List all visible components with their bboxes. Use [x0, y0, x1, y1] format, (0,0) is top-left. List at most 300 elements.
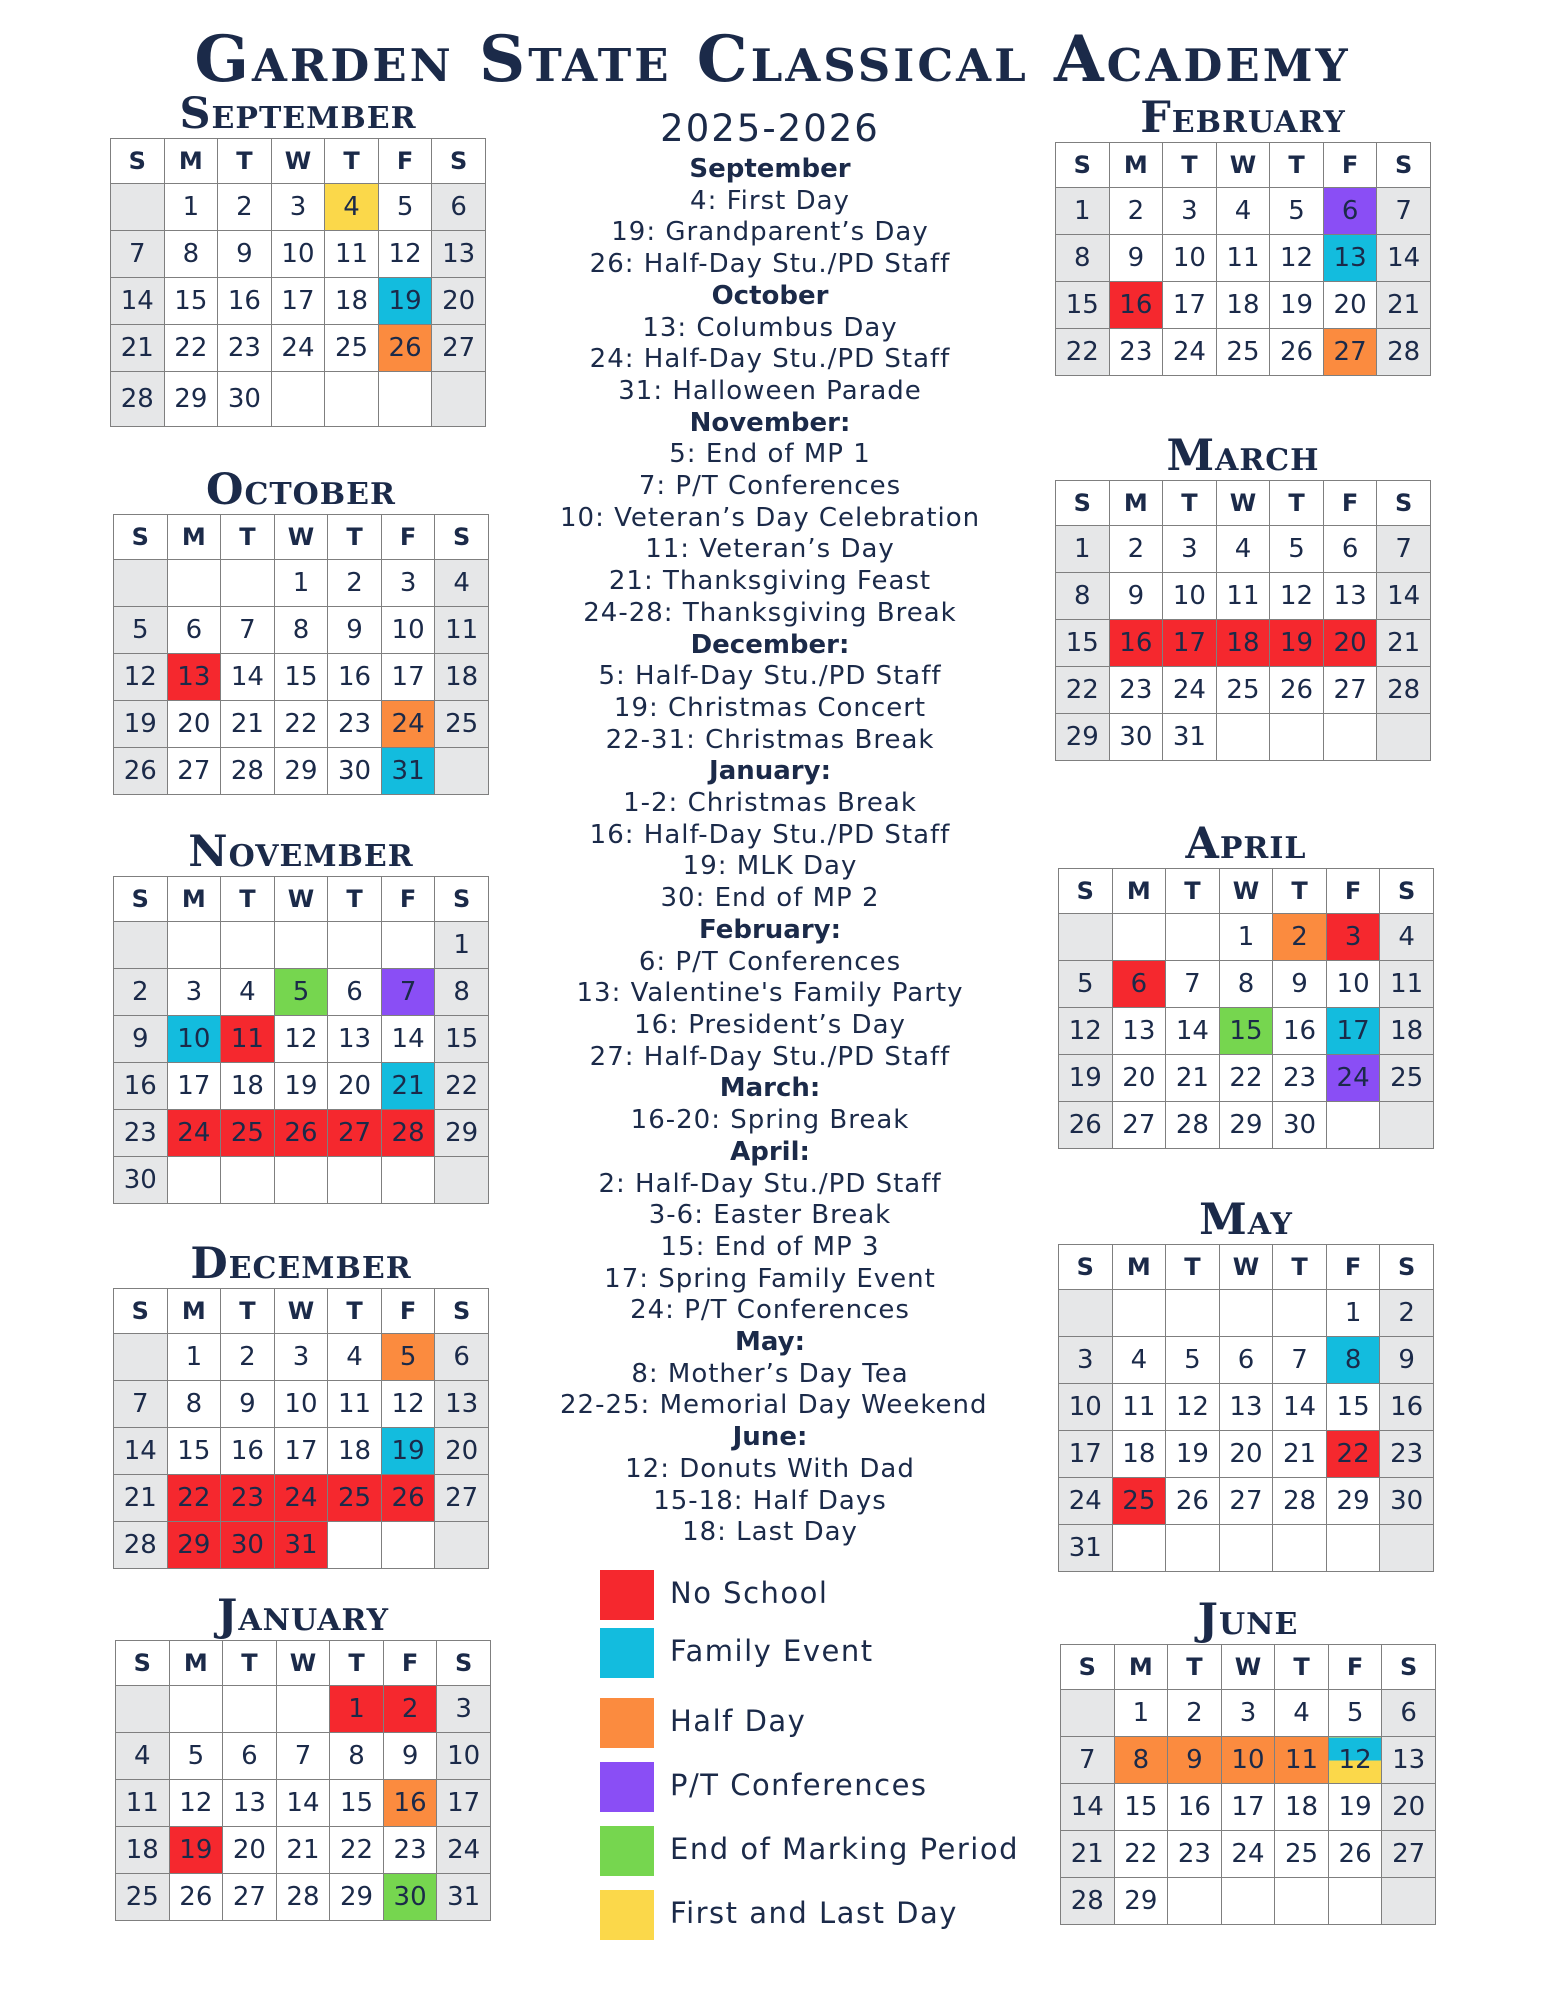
weekday-header: T: [328, 877, 382, 922]
day-cell: 16: [1380, 1384, 1434, 1431]
weekday-header: S: [437, 1641, 491, 1686]
legend-swatch: [600, 1826, 654, 1876]
day-cell: 3: [437, 1686, 491, 1733]
day-cell: 18: [328, 1428, 382, 1475]
event-month-heading: March:: [719, 1073, 821, 1104]
empty-cell: [381, 1522, 435, 1569]
day-cell: 22: [1056, 329, 1110, 376]
day-cell: 14: [114, 1428, 168, 1475]
empty-cell: [111, 184, 165, 231]
weekday-header: T: [328, 1289, 382, 1334]
weekday-header: S: [116, 1641, 170, 1686]
weekday-header: W: [271, 139, 325, 184]
day-cell: 21: [276, 1827, 330, 1874]
day-cell: 27: [1219, 1478, 1273, 1525]
day-cell: 19: [1270, 620, 1324, 667]
day-cell: 8: [164, 231, 218, 278]
empty-cell: [1112, 914, 1166, 961]
day-cell: 2: [114, 969, 168, 1016]
day-cell: 18: [325, 278, 379, 325]
day-cell: 20: [223, 1827, 277, 1874]
day-cell: 21: [1377, 282, 1431, 329]
day-cell: 18: [116, 1827, 170, 1874]
event-item: 11: Veteran’s Day: [645, 534, 895, 565]
day-cell: 21: [1061, 1831, 1115, 1878]
event-item: 19: Grandparent’s Day: [611, 217, 929, 248]
day-cell: 10: [274, 1381, 328, 1428]
day-cell: 31: [1059, 1525, 1113, 1572]
day-cell: 4: [221, 969, 275, 1016]
day-cell: 6: [223, 1733, 277, 1780]
day-cell: 9: [1109, 573, 1163, 620]
day-cell: 28: [111, 372, 165, 427]
day-cell: 26: [114, 748, 168, 795]
legend-swatch: [600, 1628, 654, 1678]
day-cell: 24: [274, 1475, 328, 1522]
day-cell: 14: [1273, 1384, 1327, 1431]
empty-cell: [1166, 1525, 1220, 1572]
day-cell: 26: [1270, 667, 1324, 714]
weekday-header: W: [1221, 1645, 1275, 1690]
day-cell: 14: [1061, 1784, 1115, 1831]
month-november: [113, 827, 489, 1204]
day-cell: 15: [1056, 282, 1110, 329]
event-item: 24: P/T Conferences: [630, 1295, 910, 1326]
month-name: September: [179, 89, 417, 139]
month-april: [1058, 819, 1434, 1149]
day-cell: 5: [169, 1733, 223, 1780]
weekday-header: T: [1168, 1645, 1222, 1690]
day-cell: 22: [1056, 667, 1110, 714]
day-cell: 6: [1219, 1337, 1273, 1384]
calendar-grid: [1055, 480, 1431, 761]
day-cell: 17: [381, 654, 435, 701]
day-cell: 14: [381, 1016, 435, 1063]
day-cell: 18: [1112, 1431, 1166, 1478]
empty-cell: [328, 1522, 382, 1569]
day-cell: 12: [1059, 1008, 1113, 1055]
empty-cell: [167, 1157, 221, 1204]
day-cell: 29: [1326, 1478, 1380, 1525]
day-cell: 21: [381, 1063, 435, 1110]
day-cell: 24: [271, 325, 325, 372]
day-cell: 9: [1109, 235, 1163, 282]
day-cell: 8: [1056, 235, 1110, 282]
day-cell: 31: [274, 1522, 328, 1569]
calendar-grid: [1058, 868, 1434, 1149]
day-cell: 30: [1109, 714, 1163, 761]
weekday-header: F: [1323, 143, 1377, 188]
empty-cell: [1377, 714, 1431, 761]
empty-cell: [116, 1686, 170, 1733]
day-cell: 7: [1377, 188, 1431, 235]
month-name: October: [206, 465, 396, 515]
day-cell: 27: [1323, 667, 1377, 714]
weekday-header: S: [111, 139, 165, 184]
day-cell: 7: [1166, 961, 1220, 1008]
day-cell: 18: [221, 1063, 275, 1110]
weekday-header: F: [1328, 1645, 1382, 1690]
day-cell: 15: [1114, 1784, 1168, 1831]
empty-cell: [221, 1157, 275, 1204]
empty-cell: [381, 922, 435, 969]
month-name: June: [1197, 1595, 1299, 1645]
month-december: [113, 1239, 489, 1569]
event-item: 21: Thanksgiving Feast: [608, 566, 932, 597]
weekday-header: M: [1112, 869, 1166, 914]
day-cell: 11: [1216, 235, 1270, 282]
day-cell: 22: [435, 1063, 489, 1110]
day-cell: 26: [1270, 329, 1324, 376]
day-cell: 20: [1323, 620, 1377, 667]
day-cell: 29: [1114, 1878, 1168, 1925]
day-cell: 5: [114, 607, 168, 654]
day-cell: 23: [218, 325, 272, 372]
day-cell: 9: [328, 607, 382, 654]
event-item: 18: Last Day: [682, 1517, 858, 1548]
day-cell: 8: [1326, 1337, 1380, 1384]
day-cell: 3: [167, 969, 221, 1016]
day-cell: 4: [1112, 1337, 1166, 1384]
month-january: [115, 1591, 491, 1921]
day-cell: 12: [1270, 573, 1324, 620]
day-cell: 21: [114, 1475, 168, 1522]
day-cell: 2: [1109, 188, 1163, 235]
day-cell: 15: [435, 1016, 489, 1063]
day-cell: 29: [1219, 1102, 1273, 1149]
day-cell: 11: [435, 607, 489, 654]
weekday-header: S: [1377, 481, 1431, 526]
weekday-header: F: [378, 139, 432, 184]
day-cell: 8: [1219, 961, 1273, 1008]
calendar-grid: [1060, 1644, 1436, 1925]
day-cell: 14: [1377, 573, 1431, 620]
day-cell: 19: [1328, 1784, 1382, 1831]
day-cell: 2: [1168, 1690, 1222, 1737]
day-cell: 1: [164, 184, 218, 231]
day-cell: 27: [167, 748, 221, 795]
day-cell: 7: [221, 607, 275, 654]
weekday-header: S: [1382, 1645, 1436, 1690]
day-cell: 5: [1059, 961, 1113, 1008]
calendar-grid: [113, 514, 489, 795]
day-cell: 6: [328, 969, 382, 1016]
day-cell: 7: [111, 231, 165, 278]
weekday-header: T: [1166, 1245, 1220, 1290]
day-cell: 3: [1163, 188, 1217, 235]
day-cell: 12: [169, 1780, 223, 1827]
weekday-header: F: [1326, 1245, 1380, 1290]
weekday-header: T: [328, 515, 382, 560]
day-cell: 31: [1163, 714, 1217, 761]
day-cell: 25: [328, 1475, 382, 1522]
legend-swatch: [600, 1570, 654, 1620]
empty-cell: [435, 1522, 489, 1569]
day-cell: 28: [1273, 1478, 1327, 1525]
day-cell: 3: [1326, 914, 1380, 961]
day-cell: 24: [1059, 1478, 1113, 1525]
empty-cell: [1328, 1878, 1382, 1925]
calendar-grid: [110, 138, 486, 427]
day-cell: 10: [167, 1016, 221, 1063]
day-cell: 20: [167, 701, 221, 748]
weekday-header: F: [381, 515, 435, 560]
weekday-header: M: [167, 1289, 221, 1334]
day-cell: 7: [1273, 1337, 1327, 1384]
day-cell: 10: [1326, 961, 1380, 1008]
empty-cell: [114, 922, 168, 969]
day-cell: 9: [383, 1733, 437, 1780]
day-cell: 13: [432, 231, 486, 278]
day-cell: 13: [1382, 1737, 1436, 1784]
day-cell: 2: [1380, 1290, 1434, 1337]
day-cell: 11: [1380, 961, 1434, 1008]
day-cell: 17: [1221, 1784, 1275, 1831]
event-item: 8: Mother’s Day Tea: [631, 1358, 909, 1389]
day-cell: 16: [1273, 1008, 1327, 1055]
empty-cell: [274, 1157, 328, 1204]
day-cell: 14: [276, 1780, 330, 1827]
day-cell: 3: [1221, 1690, 1275, 1737]
day-cell: 23: [1109, 329, 1163, 376]
day-cell: 18: [1216, 620, 1270, 667]
weekday-header: F: [381, 1289, 435, 1334]
day-cell: 22: [167, 1475, 221, 1522]
day-cell: 16: [221, 1428, 275, 1475]
day-cell: 12: [1270, 235, 1324, 282]
day-cell: 1: [1056, 188, 1110, 235]
day-cell: 5: [1270, 188, 1324, 235]
day-cell: 6: [1323, 188, 1377, 235]
day-cell: 13: [1323, 573, 1377, 620]
day-cell: 12: [114, 654, 168, 701]
day-cell: 21: [221, 701, 275, 748]
day-cell: 29: [274, 748, 328, 795]
weekday-header: T: [221, 1289, 275, 1334]
event-item: 16: President’s Day: [634, 1009, 906, 1040]
day-cell: 11: [116, 1780, 170, 1827]
weekday-header: S: [435, 877, 489, 922]
day-cell: 30: [221, 1522, 275, 1569]
event-item: 10: Veteran’s Day Celebration: [560, 502, 981, 533]
calendar-grid: [1055, 142, 1431, 376]
weekday-header: S: [1380, 1245, 1434, 1290]
day-cell: 12: [274, 1016, 328, 1063]
empty-cell: [1323, 714, 1377, 761]
weekday-header: F: [381, 877, 435, 922]
empty-cell: [1273, 1290, 1327, 1337]
weekday-header: M: [1109, 143, 1163, 188]
empty-cell: [1221, 1878, 1275, 1925]
day-cell: 1: [1114, 1690, 1168, 1737]
day-cell: 23: [114, 1110, 168, 1157]
day-cell: 23: [1380, 1431, 1434, 1478]
day-cell: 18: [1275, 1784, 1329, 1831]
empty-cell: [221, 560, 275, 607]
day-cell: 26: [1328, 1831, 1382, 1878]
day-cell: 25: [1275, 1831, 1329, 1878]
day-cell: 27: [328, 1110, 382, 1157]
legend-swatch: [600, 1698, 654, 1748]
day-cell: 25: [1112, 1478, 1166, 1525]
weekday-header: M: [167, 877, 221, 922]
empty-cell: [169, 1686, 223, 1733]
empty-cell: [1380, 1525, 1434, 1572]
day-cell: 10: [1163, 573, 1217, 620]
day-cell: 2: [218, 184, 272, 231]
day-cell: 15: [167, 1428, 221, 1475]
day-cell: 13: [167, 654, 221, 701]
event-month-heading: June:: [732, 1422, 808, 1453]
day-cell: 29: [435, 1110, 489, 1157]
empty-cell: [114, 560, 168, 607]
event-item: 15: End of MP 3: [660, 1231, 880, 1262]
day-cell: 2: [1109, 526, 1163, 573]
weekday-header: S: [1056, 143, 1110, 188]
day-cell: 22: [274, 701, 328, 748]
day-cell: 25: [1216, 329, 1270, 376]
day-cell: 15: [274, 654, 328, 701]
day-cell: 18: [435, 654, 489, 701]
day-cell: 27: [435, 1475, 489, 1522]
day-cell: 9: [218, 231, 272, 278]
weekday-header: S: [1056, 481, 1110, 526]
day-cell: 22: [164, 325, 218, 372]
empty-cell: [1112, 1290, 1166, 1337]
weekday-header: S: [1059, 1245, 1113, 1290]
day-cell: 2: [328, 560, 382, 607]
legend-item: [600, 1890, 1020, 1940]
day-cell: 17: [271, 278, 325, 325]
empty-cell: [1112, 1525, 1166, 1572]
legend-label: First and Last Day: [670, 1896, 958, 1930]
weekday-header: S: [1059, 869, 1113, 914]
weekday-header: S: [1377, 143, 1431, 188]
day-cell: 30: [114, 1157, 168, 1204]
legend-item: [600, 1628, 1020, 1678]
weekday-header: S: [1380, 869, 1434, 914]
day-cell: 4: [1216, 188, 1270, 235]
day-cell: 23: [221, 1475, 275, 1522]
day-cell: 27: [223, 1874, 277, 1921]
weekday-header: M: [167, 515, 221, 560]
day-cell: 6: [432, 184, 486, 231]
legend-item: [600, 1570, 1020, 1620]
empty-cell: [381, 1157, 435, 1204]
day-cell: 28: [381, 1110, 435, 1157]
day-cell: 9: [114, 1016, 168, 1063]
day-cell: 25: [1380, 1055, 1434, 1102]
event-item: 6: P/T Conferences: [638, 946, 902, 977]
empty-cell: [223, 1686, 277, 1733]
event-item: 7: P/T Conferences: [638, 471, 902, 502]
day-cell: 24: [437, 1827, 491, 1874]
month-name: November: [188, 827, 414, 877]
day-cell: 12: [378, 231, 432, 278]
day-cell: 20: [328, 1063, 382, 1110]
weekday-header: M: [1114, 1645, 1168, 1690]
empty-cell: [435, 748, 489, 795]
day-cell: 26: [1059, 1102, 1113, 1149]
day-cell: 31: [381, 748, 435, 795]
weekday-header: W: [274, 1289, 328, 1334]
day-cell: 4: [435, 560, 489, 607]
day-cell: 15: [164, 278, 218, 325]
weekday-header: F: [1323, 481, 1377, 526]
day-cell: 3: [271, 184, 325, 231]
day-cell: 14: [221, 654, 275, 701]
empty-cell: [1380, 1102, 1434, 1149]
event-item: 2: Half-Day Stu./PD Staff: [598, 1168, 942, 1199]
day-cell: 13: [1219, 1384, 1273, 1431]
day-cell: 7: [1061, 1737, 1115, 1784]
day-cell: 25: [325, 325, 379, 372]
day-cell: 28: [114, 1522, 168, 1569]
empty-cell: [274, 922, 328, 969]
day-cell: 19: [169, 1827, 223, 1874]
day-cell: 26: [378, 325, 432, 372]
empty-cell: [432, 372, 486, 427]
day-cell: 19: [1270, 282, 1324, 329]
day-cell: 10: [437, 1733, 491, 1780]
day-cell: 8: [167, 1381, 221, 1428]
weekday-header: T: [1273, 869, 1327, 914]
day-cell: 5: [378, 184, 432, 231]
day-cell: 7: [381, 969, 435, 1016]
day-cell: 5: [381, 1334, 435, 1381]
day-cell: 20: [1219, 1431, 1273, 1478]
day-cell: 3: [1163, 526, 1217, 573]
day-cell: 5: [1166, 1337, 1220, 1384]
day-cell: 11: [328, 1381, 382, 1428]
day-cell: 1: [435, 922, 489, 969]
day-cell: 11: [221, 1016, 275, 1063]
day-cell: 19: [378, 278, 432, 325]
day-cell: 25: [116, 1874, 170, 1921]
day-cell: 9: [1168, 1737, 1222, 1784]
day-cell: 12: [1328, 1737, 1382, 1784]
day-cell: 4: [328, 1334, 382, 1381]
weekday-header: M: [169, 1641, 223, 1686]
weekday-header: S: [432, 139, 486, 184]
day-cell: 1: [1056, 526, 1110, 573]
empty-cell: [1168, 1878, 1222, 1925]
day-cell: 23: [383, 1827, 437, 1874]
page-title: Garden State Classical Academy: [194, 22, 1351, 97]
day-cell: 17: [274, 1428, 328, 1475]
day-cell: 22: [1219, 1055, 1273, 1102]
day-cell: 13: [328, 1016, 382, 1063]
empty-cell: [1273, 1525, 1327, 1572]
weekday-header: S: [114, 515, 168, 560]
empty-cell: [271, 372, 325, 427]
day-cell: 1: [1326, 1290, 1380, 1337]
empty-cell: [1219, 1525, 1273, 1572]
day-cell: 17: [167, 1063, 221, 1110]
day-cell: 11: [1275, 1737, 1329, 1784]
day-cell: 10: [381, 607, 435, 654]
weekday-header: M: [1109, 481, 1163, 526]
day-cell: 2: [1273, 914, 1327, 961]
weekday-header: W: [276, 1641, 330, 1686]
day-cell: 27: [1323, 329, 1377, 376]
day-cell: 19: [381, 1428, 435, 1475]
weekday-header: T: [1166, 869, 1220, 914]
day-cell: 5: [1328, 1690, 1382, 1737]
day-cell: 24: [381, 701, 435, 748]
day-cell: 17: [1163, 282, 1217, 329]
day-cell: 23: [1273, 1055, 1327, 1102]
